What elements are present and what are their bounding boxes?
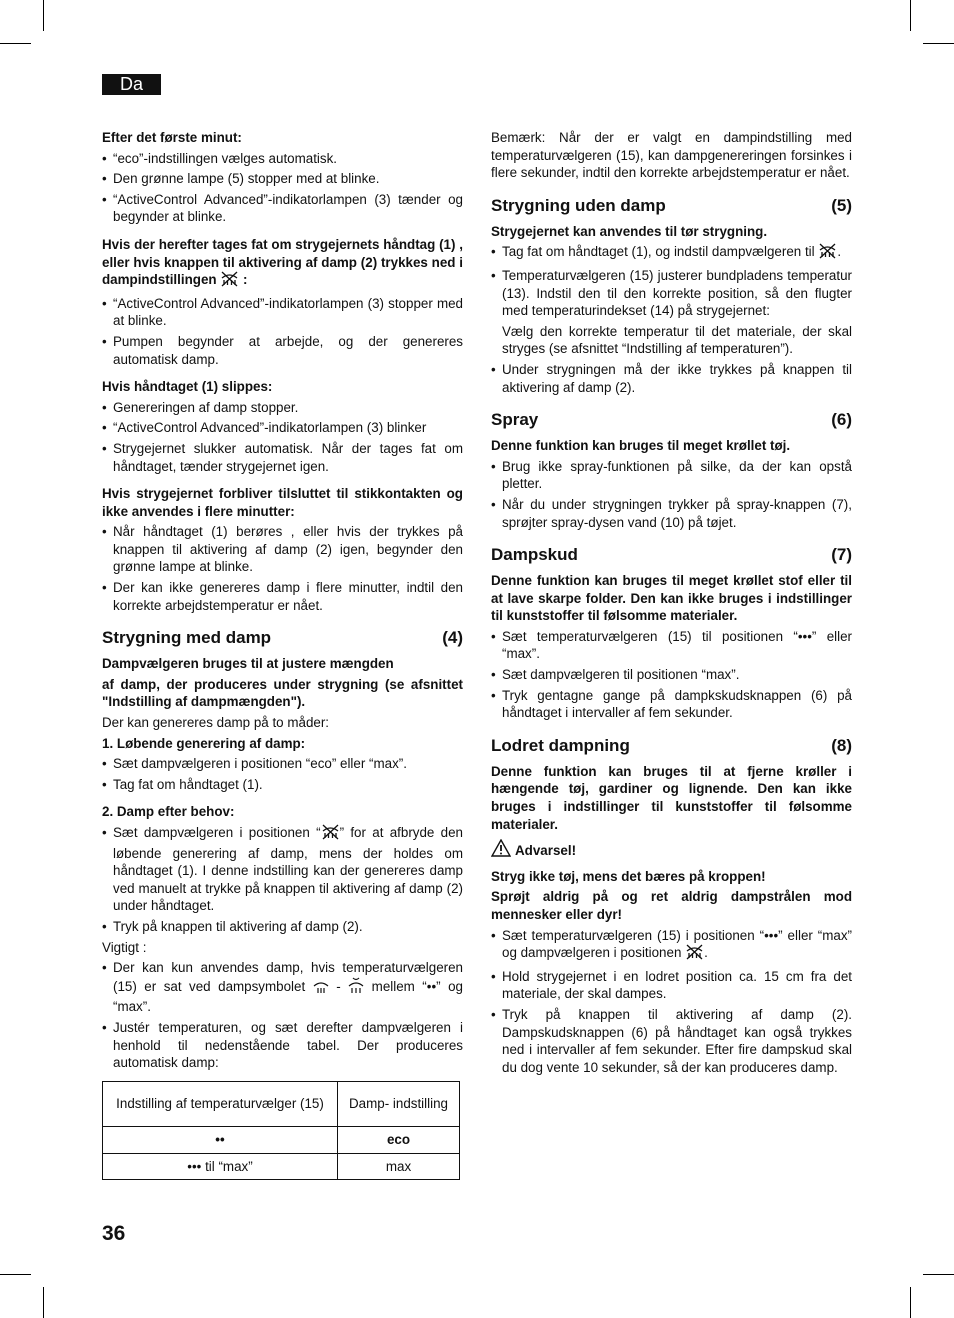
section-title-text: Spray: [491, 410, 539, 430]
section-title: [491, 410, 852, 430]
language-tab: Da: [102, 74, 161, 95]
settings-table: [102, 1081, 460, 1180]
section-number: (8): [831, 735, 852, 755]
section-title-text: Strygning uden damp: [491, 195, 666, 215]
list-item: • Strygejernet slukker automatisk. Når der tages fat om håndtaget, tænder strygejernet igen.: [102, 440, 463, 475]
paragraph-bold: [102, 236, 463, 292]
steam-off-icon: [220, 271, 239, 292]
bullet-list: [102, 824, 463, 936]
bullet-list: [491, 927, 852, 1077]
list-item: [102, 824, 463, 915]
table-cell: ••: [103, 1126, 338, 1153]
right-column: [491, 129, 852, 1079]
table-header-row: [103, 1081, 460, 1126]
crop-mark: [910, 0, 911, 31]
bullet-list: [491, 458, 852, 531]
steam-off-icon: [818, 243, 837, 264]
section-title: [491, 736, 852, 756]
paragraph-text: Hvis der herefter tages fat om strygejernets håndtag (1) , eller hvis knappen til aktivering af damp (2) trykkes ned i dampindstillingen: [102, 236, 463, 288]
list-item: • Brug ikke spray-funktionen på silke, da der kan opstå pletter.: [491, 458, 852, 493]
list-text: Tag fat om håndtaget (1), og indstil dampvælgeren til: [502, 244, 815, 260]
section-title: [102, 628, 463, 648]
section-number: (7): [831, 545, 852, 565]
section-title: [491, 196, 852, 216]
paragraph-bold: Sprøjt aldrig på og ret aldrig dampstrålen mod mennesker eller dyr!: [491, 889, 852, 922]
list-item: • Temperaturvælgeren (15) justerer bundpladens temperatur (13). Indstil den til den korrekte position, så den flugter med temperaturindekset (14) på strygejernet:: [491, 267, 852, 320]
paragraph-bold: Strygejernet kan anvendes til tør strygning.: [491, 223, 768, 239]
table-header-cell: Indstilling af temperaturvælger (15): [103, 1081, 338, 1126]
list-text: .: [837, 244, 842, 260]
paragraph-bold: Denne funktion kan bruges til meget krøllet stof eller til at lave skarpe folder. Den kan ikke bruges i indstillinger til kunststoffer til følsomme materialer.: [491, 573, 852, 624]
paragraph-text: :: [243, 272, 248, 288]
bullet-list: [102, 959, 463, 1072]
crop-mark: [43, 1287, 44, 1318]
list-item: • Når du under strygningen trykker på spray-knappen (7), sprøjter spray-dysen vand (10) på tøjet.: [491, 496, 852, 531]
list-item: • Under strygningen må der ikke trykkes på knappen til aktivering af damp (2).: [491, 361, 852, 396]
list-item: • Der kan ikke genereres damp i flere minutter, indtil den korrekte arbejdstemperatur er nået.: [102, 579, 463, 614]
section-heading: Hvis strygejernet forbliver tilsluttet til stikkontakten og ikke anvendes i flere minutter:: [102, 486, 463, 519]
list-item: • Når håndtaget (1) berøres , eller hvis der trykkes på knappen til aktivering af damp (2) igen, begynder den grønne lampe at blinke.: [102, 523, 463, 576]
section-title-text: Dampskud: [491, 545, 578, 565]
bullet-list: [102, 755, 463, 793]
paragraph-bold: af damp, der produceres under strygning (se afsnittet "Indstilling af dampmængden").: [102, 676, 463, 710]
bullet-list: [102, 150, 463, 226]
list-text: mellem “••” og “max”.: [113, 978, 463, 1015]
subheading: 2. Damp efter behov:: [102, 804, 235, 820]
list-item: • “ActiveControl Advanced”-indikatorlampen (3) tænder og begynder at blinke.: [102, 191, 463, 226]
bullet-list: [102, 523, 463, 614]
section-title-text: Lodret dampning: [491, 735, 630, 755]
list-item: • Pumpen begynder at arbejde, og der genereres automatisk damp.: [102, 333, 463, 368]
list-item: [102, 959, 463, 1016]
crop-mark: [0, 1274, 31, 1275]
paragraph: Vigtigt :: [102, 939, 147, 955]
warning-icon: [491, 839, 511, 862]
paragraph-bold: Denne funktion kan bruges til meget krøllet tøj.: [491, 438, 791, 454]
list-item: • Tryk gentagne gange på dampkskudsknappen (6) på håndtaget i intervaller af fem sekunder.: [491, 687, 852, 722]
crop-mark: [0, 43, 31, 44]
crop-mark: [910, 1287, 911, 1318]
list-item: • “eco”-indstillingen vælges automatisk.: [102, 150, 463, 168]
paragraph: Bemærk: Når der er valgt en dampindstilling med temperaturvælgeren (15), kan dampgenereringen forsinkes i flere sekunder, indtil den korrekte arbejdstemperatur er nået.: [491, 130, 852, 181]
list-text: Der kan kun anvendes damp, hvis temperaturvælgeren (15) er sat ved dampsymbolet: [113, 960, 463, 994]
list-item: [491, 243, 852, 264]
steam-off-icon: [321, 824, 340, 845]
paragraph-bold: Stryg ikke tøj, mens det bæres på kroppen!: [491, 868, 766, 884]
list-item: • Justér temperaturen, og sæt derefter dampvælgeren i henhold til nedenstående tabel. Der produceres automatisk damp:: [102, 1019, 463, 1072]
list-item-continuation: Vælg den korrekte temperatur til det materiale, der skal stryges (se afsnittet “Indstilling af temperaturen”).: [502, 323, 852, 357]
paragraph: Der kan genereres damp på to måder:: [102, 715, 330, 731]
section-heading: Hvis håndtaget (1) slippes:: [102, 379, 273, 395]
list-item: • Sæt dampvælgeren i positionen “eco” eller “max”.: [102, 755, 463, 773]
list-item: • Tag fat om håndtaget (1).: [102, 776, 463, 794]
list-item: [491, 927, 852, 965]
steam-off-icon: [685, 944, 704, 965]
steam-high-icon: [348, 977, 364, 999]
table-header-cell: Damp- indstilling: [338, 1081, 460, 1126]
list-item: • Tryk på knappen til aktivering af damp (2).: [102, 918, 463, 936]
table-cell: max: [338, 1153, 460, 1179]
crop-mark: [923, 1274, 954, 1275]
list-text: Sæt dampvælgeren i positionen “: [113, 825, 321, 840]
list-item: • Genereringen af damp stopper.: [102, 399, 463, 417]
list-item: • “ActiveControl Advanced”-indikatorlampen (3) blinker: [102, 419, 463, 437]
bullet-list: [102, 399, 463, 475]
table-row: [103, 1153, 460, 1179]
section-number: (5): [831, 195, 852, 215]
paragraph-bold: Dampvælgeren bruges til at justere mængden: [102, 656, 394, 672]
list-text: ” for at afbryde den løbende generering af damp, mens der holdes om håndtaget (1). I denne indstilling kan der genereres damp ved manuelt at trykke på knappen til aktivering af damp (2) under håndtaget.: [113, 825, 464, 914]
table-cell: ••• til “max”: [103, 1153, 338, 1179]
list-text: .: [704, 945, 708, 961]
crop-mark: [923, 43, 954, 44]
list-item: • Tryk på knappen til aktivering af damp (2). Dampskudsknappen (6) på håndtaget kan også trykkes ned i intervaller af fem sekunder. Efter fire dampskud skal du dog vente 10 sekunder, så der kan produceres damp.: [491, 1006, 852, 1076]
left-column: [102, 129, 463, 1180]
list-item: • Den grønne lampe (5) stopper med at blinke.: [102, 170, 463, 188]
section-number: (6): [831, 410, 852, 430]
subheading: 1. Løbende generering af damp:: [102, 735, 306, 751]
section-title-text: Strygning med damp: [102, 628, 272, 648]
section-title: [491, 545, 852, 565]
table-cell: eco: [338, 1126, 460, 1153]
page-number: 36: [102, 1222, 126, 1245]
list-item: • Sæt dampvælgeren til positionen “max”.: [491, 666, 852, 684]
section-number: (4): [442, 628, 463, 648]
table-row: [103, 1126, 460, 1153]
warning-heading: [491, 839, 852, 862]
list-text: -: [336, 978, 341, 994]
list-item: • Hold strygejernet i en lodret position ca. 15 cm fra det materiale, der skal dampes.: [491, 968, 852, 1003]
list-text: Sæt temperaturvælgeren (15) i positionen “•••” eller “max” og dampvælgeren i positionen: [502, 927, 852, 961]
bullet-list: [491, 628, 852, 722]
bullet-list: [102, 295, 463, 368]
list-item: • “ActiveControl Advanced”-indikatorlampen (3) stopper med at blinke.: [102, 295, 463, 330]
crop-mark: [43, 0, 44, 31]
list-item: • Sæt temperaturvælgeren (15) til positionen “•••” eller “max”.: [491, 628, 852, 663]
bullet-list: [491, 243, 852, 396]
paragraph-bold: Denne funktion kan bruges til at fjerne krøller i hængende tøj, gardiner og lignende. Den kan ikke bruges i indstillinger til kunststoffer til følsomme materialer.: [491, 763, 852, 832]
section-heading: Efter det første minut:: [102, 130, 242, 145]
steam-low-icon: [313, 980, 329, 999]
warning-label: Advarsel!: [515, 842, 577, 858]
